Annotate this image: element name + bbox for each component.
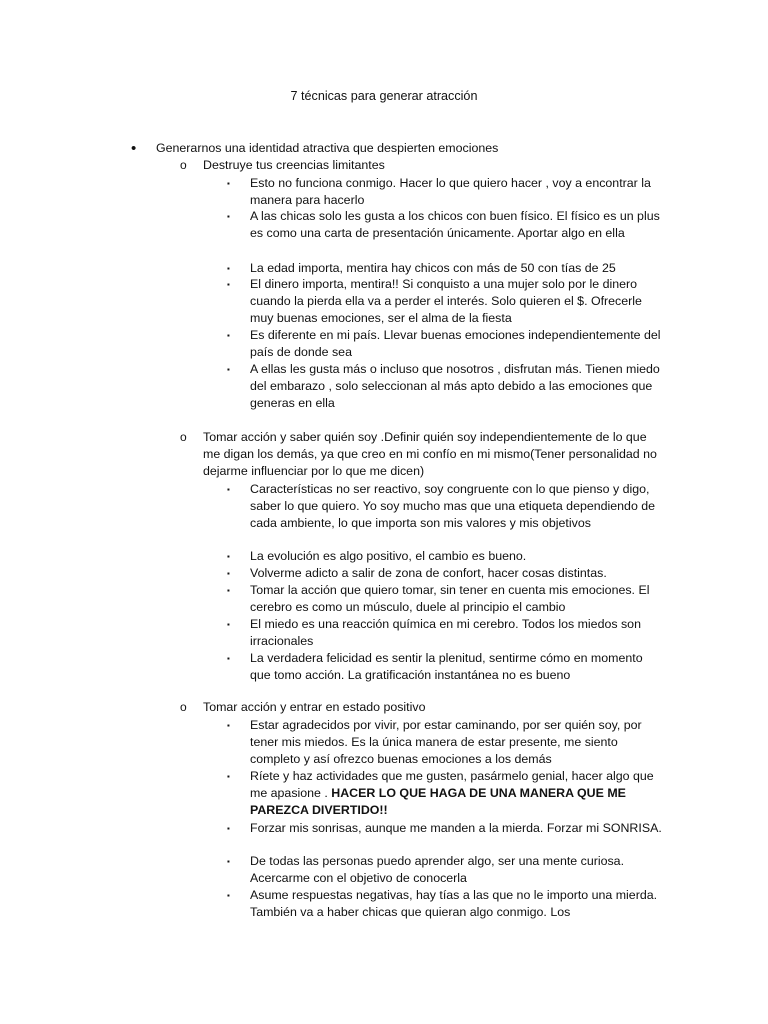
- list-item-level3: El miedo es una reacción química en mi cerebro. Todos los miedos son irracionales: [250, 617, 641, 649]
- bullet-marker: ▪: [227, 824, 230, 833]
- list-item-level3: Características no ser reactivo, soy congruente con lo que pienso y digo, saber lo que quiero. Yo soy mucho mas que una etiqueta dependiendo de cada ambiente, lo que importa son mis valores y mis objetivos: [250, 482, 656, 531]
- list-item-level3: De todas las personas puedo aprender algo, ser una mente curiosa. Acercarme con el objetivo de conocerla: [250, 854, 625, 886]
- bullet-marker: ▪: [227, 365, 230, 374]
- bullet-marker: o: [180, 700, 187, 714]
- bullet-marker: ▪: [227, 586, 230, 595]
- list-item-level3: El dinero importa, mentira!! Si conquisto a una mujer solo por le dinero cuando la pierda ella va a perder el interés. Solo quieren el $. Ofrecerle muy buenas emociones, ser el alma de la fiesta: [250, 277, 642, 326]
- list-item-level3: A las chicas solo les gusta a los chicos con buen físico. El físico es un plus es como una carta de presentación únicamente. Aportar algo en ella: [250, 209, 660, 241]
- list-item-level3: Esto no funciona conmigo. Hacer lo que quiero hacer , voy a encontrar la manera para hacerlo: [250, 176, 651, 208]
- list-item-level3: A ellas les gusta más o incluso que nosotros , disfrutan más. Tienen miedo del embarazo , solo seleccionan al más apto debido a las emociones que generas en ella: [250, 362, 660, 411]
- list-item-level3: La verdadera felicidad es sentir la plenitud, sentirme cómo en momento que tomo acción. La gratificación instantánea no es bueno: [250, 651, 643, 683]
- bullet-marker: ▪: [227, 721, 230, 730]
- bullet-marker: ▪: [227, 179, 230, 188]
- document-title: 7 técnicas para generar atracción: [290, 89, 478, 103]
- bullet-marker: ▪: [227, 891, 230, 900]
- list-item-level3: Es diferente en mi país. Llevar buenas emociones independientemente del país de donde sea: [250, 328, 661, 360]
- list-item-level3: [250, 768, 662, 820]
- bullet-marker: o: [180, 158, 187, 172]
- bullet-marker: ▪: [227, 552, 230, 561]
- bullet-marker: ▪: [227, 212, 230, 221]
- list-item-level1: Generarnos una identidad atractiva que despierten emociones: [156, 141, 499, 155]
- bullet-marker: ▪: [227, 485, 230, 494]
- bullet-marker: ▪: [227, 331, 230, 340]
- bullet-marker: ▪: [227, 569, 230, 578]
- list-item-level3: Estar agradecidos por vivir, por estar caminando, por ser quién soy, por tener mis miedos. Es la única manera de estar presente, me siento completo y así ofrezco buenas emociones a los demás: [250, 718, 642, 767]
- list-item-level2: Tomar acción y entrar en estado positivo: [203, 700, 426, 714]
- bullet-marker: o: [180, 430, 187, 444]
- list-item-level3: Tomar la acción que quiero tomar, sin tener en cuenta mis emociones. El cerebro es como un músculo, duele al principio el cambio: [250, 583, 650, 615]
- list-item-level3: La edad importa, mentira hay chicos con más de 50 con tías de 25: [250, 261, 616, 275]
- item-text: Ríete y haz actividades que me gusten, pasármelo genial, hacer algo que me apasione .: [250, 769, 654, 801]
- bullet-marker: ▪: [227, 772, 230, 781]
- bullet-marker: ▪: [227, 857, 230, 866]
- list-item-level3: Volverme adicto a salir de zona de confort, hacer cosas distintas.: [250, 566, 607, 580]
- bullet-marker: ▪: [227, 654, 230, 663]
- list-item-level2: Destruye tus creencias limitantes: [203, 158, 385, 172]
- bullet-marker: ▪: [227, 620, 230, 629]
- bullet-marker: •: [131, 140, 137, 157]
- emphasis-text: HACER LO QUE HAGA DE UNA MANERA QUE ME PAREZCA DIVERTIDO!!: [250, 786, 626, 818]
- bullet-marker: ▪: [227, 280, 230, 289]
- list-item-level3: Asume respuestas negativas, hay tías a las que no le importo una mierda. También va a haber chicas que quieran algo conmigo. Los: [250, 888, 658, 920]
- bullet-marker: ▪: [227, 264, 230, 273]
- list-item-level2: Tomar acción y saber quién soy .Definir quién soy independientemente de lo que me digan los demás, ya que creo en mi confío en mi mismo(Tener personalidad no dejarme influenciar por lo que me dicen): [203, 430, 657, 479]
- list-item-level3: La evolución es algo positivo, el cambio es bueno.: [250, 549, 527, 563]
- list-item-level3: Forzar mis sonrisas, aunque me manden a la mierda. Forzar mi SONRISA.: [250, 821, 662, 835]
